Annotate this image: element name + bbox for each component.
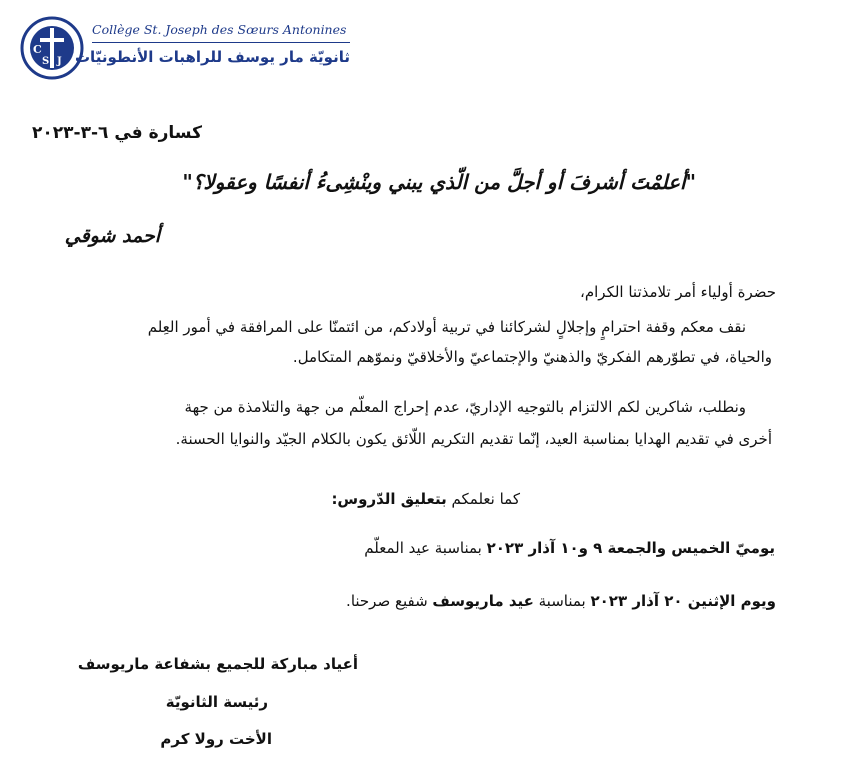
holiday-2-feast: عيد ماريوسف (432, 592, 534, 610)
holiday-2-date: ويوم الإثنين ٢٠ آذار ٢٠٢٣ (590, 592, 776, 610)
quote-author: أحمد شوقي (64, 225, 160, 247)
salutation: حضرة أولياء أمر تلامذتنا الكرام، (580, 283, 776, 301)
signer-title: رئيسة الثانويّة (165, 693, 268, 711)
letterhead (20, 12, 350, 82)
announcement (331, 490, 520, 508)
holiday-2-suffix: شفيع صرحنا. (346, 592, 433, 610)
svg-text:J: J (57, 56, 62, 67)
holiday-2-connector: بمناسبة (533, 592, 591, 610)
header-divider (92, 42, 350, 43)
letter-date: كسارة في ٦-٣-٢٠٢٣ (32, 123, 202, 143)
signer-name: الأخت رولا كرم (160, 730, 272, 748)
holiday-1-occasion: بمناسبة عيد المعلّم (364, 539, 487, 557)
paragraph-2-line-1: ونطلب، شاكرين لكم الالتزام بالتوجيه الإداريّ، عدم إحراج المعلّم من جهة والتلامذة من جهة (184, 398, 746, 416)
paragraph-1-line-1: نقف معكم وقفة احترامٍ وإجلالٍ لشركائنا في تربية أولادكم، من ائتمنّا على المرافقة في أمور العِلم (147, 318, 746, 336)
holiday-line-2 (346, 592, 776, 610)
paragraph-1-line-2: والحياة، في تطوّرهم الفكريّ والذهنيّ والإجتماعيّ والأخلاقيّ ونموّهم المتكامل. (292, 348, 772, 366)
holiday-1-dates: يوميّ الخميس والجمعة ٩ و١٠ آذار ٢٠٢٣ (486, 539, 775, 557)
school-name-french: Collège St. Joseph des Sœurs Antonines (92, 22, 347, 37)
announcement-prefix: كما نعلمكم (446, 490, 520, 508)
announcement-bold: بتعليق الدّروس: (331, 490, 447, 508)
holiday-line-1 (364, 539, 775, 557)
paragraph-2-line-2: أخرى في تقديم الهدايا بمناسبة العيد، إنّما تقديم التكريم اللّائق يكون بالكلام الجيّد والنوايا الحسنة. (175, 430, 772, 448)
quote-text: "أعلمْتَ أشرفَ أو أجلَّ من الّذي يبني وينْشِىءُ أنفسًا وعقولا؟" (182, 170, 696, 194)
school-name-arabic: ثانويّة مار يوسف للراهبات الأنطونيّات (74, 48, 350, 66)
svg-text:S: S (42, 56, 50, 67)
closing-wish: أعياد مباركة للجميع بشفاعة ماريوسف (77, 655, 358, 673)
svg-text:C: C (33, 43, 42, 56)
